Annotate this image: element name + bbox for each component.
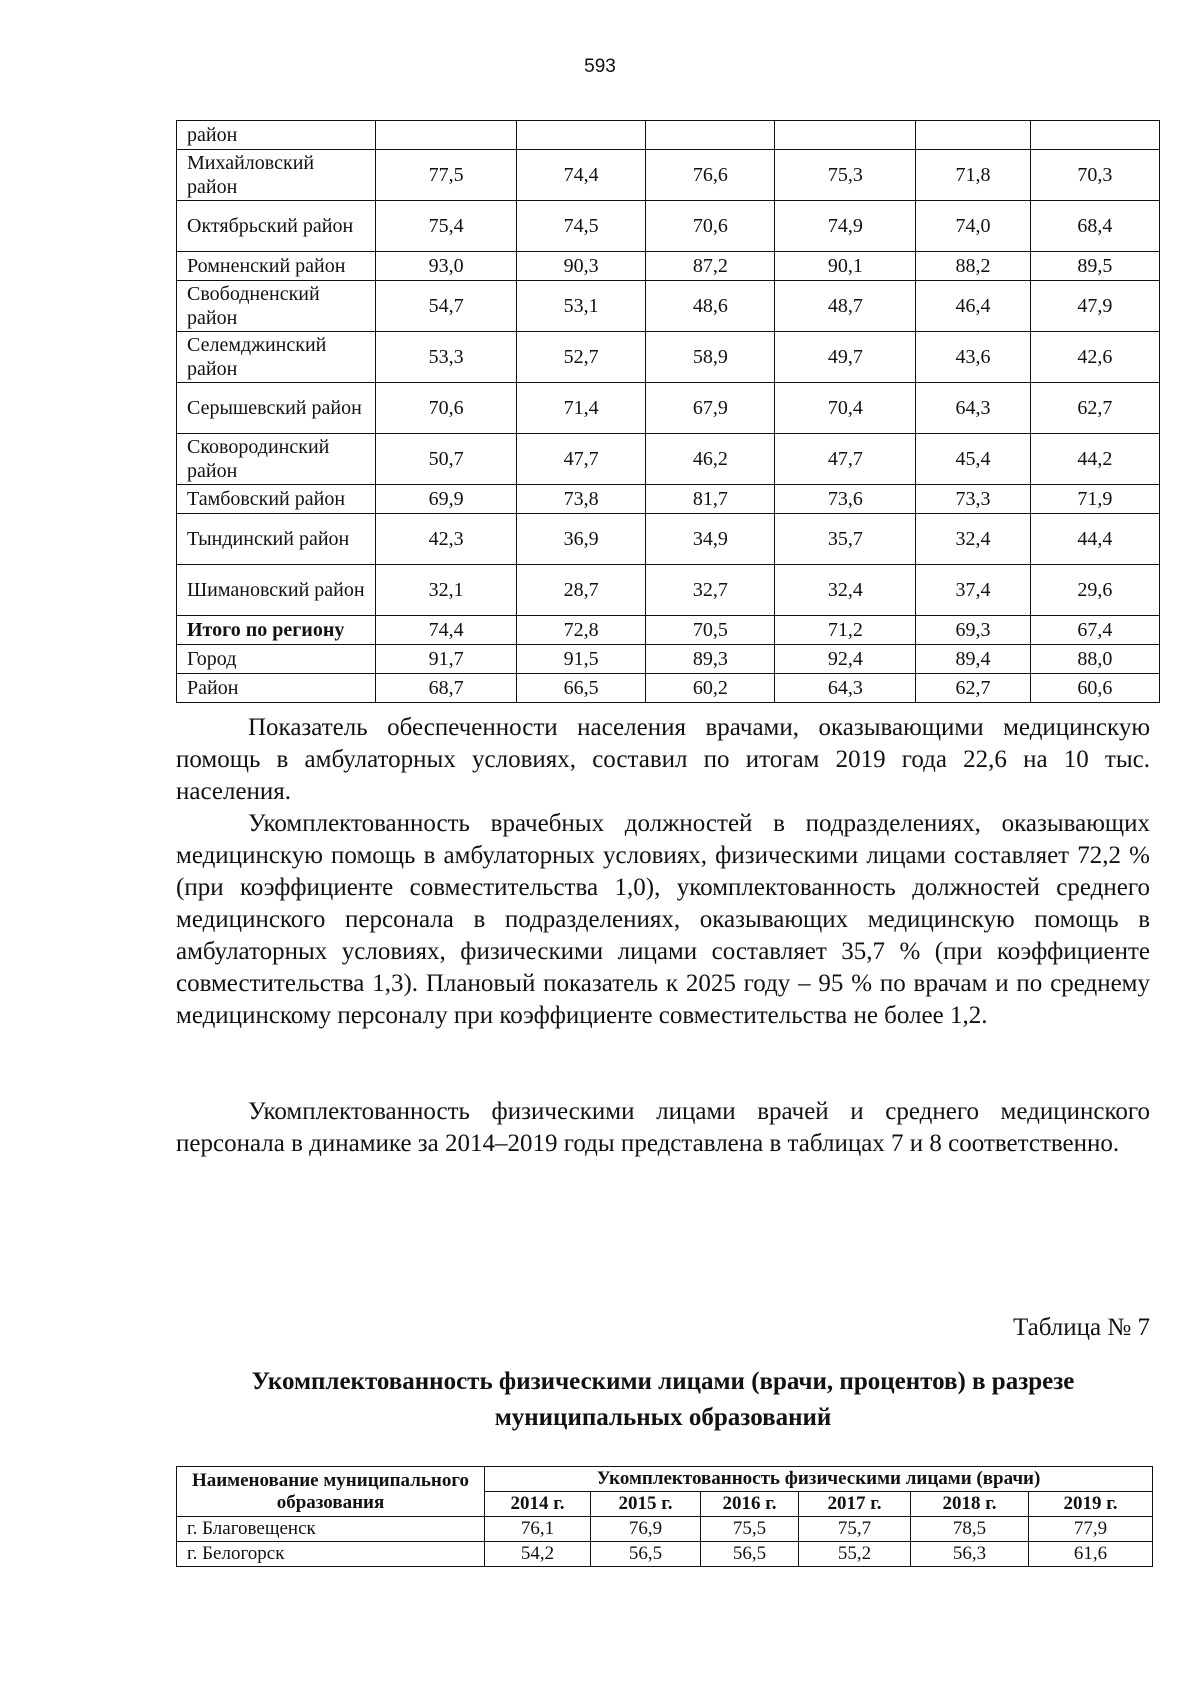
value-cell: 71,9 (1030, 485, 1159, 514)
value-cell: 43,6 (916, 332, 1030, 383)
row-name-cell: Тамбовский район (177, 485, 376, 514)
value-cell: 77,5 (376, 150, 517, 201)
table-row (177, 434, 1160, 485)
table-row (177, 565, 1160, 616)
value-cell: 92,4 (775, 645, 916, 674)
table-row (177, 201, 1160, 252)
value-cell: 56,5 (701, 1542, 799, 1567)
value-cell: 44,2 (1030, 434, 1159, 485)
row-name-cell: Селемджинский район (177, 332, 376, 383)
value-cell: 62,7 (1030, 383, 1159, 434)
value-cell: 74,4 (517, 150, 646, 201)
value-cell: 73,6 (775, 485, 916, 514)
value-cell: 89,4 (916, 645, 1030, 674)
value-cell: 35,7 (775, 514, 916, 565)
value-cell (775, 121, 916, 150)
value-cell: 88,2 (916, 252, 1030, 281)
value-cell: 78,5 (911, 1517, 1029, 1542)
value-cell: 36,9 (517, 514, 646, 565)
value-cell: 54,7 (376, 281, 517, 332)
page-number: 593 (584, 56, 616, 77)
value-cell: 45,4 (916, 434, 1030, 485)
table-row (177, 150, 1160, 201)
table-7-header-name: Наименование муниципального образования (177, 1467, 485, 1517)
table-row (177, 252, 1160, 281)
year-header: 2014 г. (485, 1492, 591, 1517)
value-cell: 75,7 (799, 1517, 911, 1542)
value-cell: 56,5 (591, 1542, 701, 1567)
value-cell: 75,5 (701, 1517, 799, 1542)
table-row (177, 674, 1160, 703)
year-header: 2015 г. (591, 1492, 701, 1517)
value-cell: 64,3 (775, 674, 916, 703)
value-cell: 77,9 (1029, 1517, 1153, 1542)
row-name-cell: Шимановский район (177, 565, 376, 616)
year-header: 2019 г. (1029, 1492, 1153, 1517)
value-cell: 32,7 (646, 565, 775, 616)
value-cell: 71,2 (775, 616, 916, 645)
value-cell: 68,7 (376, 674, 517, 703)
value-cell: 47,9 (1030, 281, 1159, 332)
value-cell: 76,9 (591, 1517, 701, 1542)
value-cell: 75,4 (376, 201, 517, 252)
value-cell: 70,6 (646, 201, 775, 252)
row-name-cell: г. Белогорск (177, 1542, 485, 1567)
table-row (177, 1542, 1153, 1567)
value-cell: 70,6 (376, 383, 517, 434)
value-cell: 76,6 (646, 150, 775, 201)
table-row (177, 332, 1160, 383)
value-cell: 93,0 (376, 252, 517, 281)
value-cell: 60,2 (646, 674, 775, 703)
value-cell: 89,3 (646, 645, 775, 674)
value-cell: 69,3 (916, 616, 1030, 645)
table-row (177, 514, 1160, 565)
value-cell: 46,2 (646, 434, 775, 485)
value-cell: 71,8 (916, 150, 1030, 201)
value-cell (1030, 121, 1159, 150)
paragraph-dynamics: Укомплектованность физическими лицами врачей и среднего медицинского персонала в динамике за 2014–2019 годы представлена в таблицах 7 и 8 соответственно. (176, 1098, 1150, 1157)
value-cell: 34,9 (646, 514, 775, 565)
value-cell: 74,9 (775, 201, 916, 252)
value-cell: 88,0 (1030, 645, 1159, 674)
value-cell: 53,1 (517, 281, 646, 332)
value-cell: 54,2 (485, 1542, 591, 1567)
value-cell (646, 121, 775, 150)
paragraph-doctors-provision: Показатель обеспеченности населения врачами, оказывающими медицинскую помощь в амбулаторных условиях, составил по итогам 2019 года 22,6 на 10 тыс. населения. (176, 714, 1150, 805)
value-cell: 58,9 (646, 332, 775, 383)
value-cell: 68,4 (1030, 201, 1159, 252)
value-cell: 48,7 (775, 281, 916, 332)
table-row (177, 485, 1160, 514)
row-name-cell: Тындинский район (177, 514, 376, 565)
value-cell: 74,4 (376, 616, 517, 645)
value-cell (916, 121, 1030, 150)
table-row (177, 121, 1160, 150)
value-cell: 28,7 (517, 565, 646, 616)
row-name-cell: Серышевский район (177, 383, 376, 434)
value-cell: 56,3 (911, 1542, 1029, 1567)
value-cell: 53,3 (376, 332, 517, 383)
value-cell: 76,1 (485, 1517, 591, 1542)
value-cell: 74,5 (517, 201, 646, 252)
value-cell: 42,6 (1030, 332, 1159, 383)
row-name-cell: Город (177, 645, 376, 674)
value-cell: 91,7 (376, 645, 517, 674)
value-cell: 55,2 (799, 1542, 911, 1567)
year-header: 2016 г. (701, 1492, 799, 1517)
value-cell: 32,1 (376, 565, 517, 616)
year-header: 2017 г. (799, 1492, 911, 1517)
row-name-cell: район (177, 121, 376, 150)
value-cell: 44,4 (1030, 514, 1159, 565)
value-cell: 73,3 (916, 485, 1030, 514)
value-cell: 70,3 (1030, 150, 1159, 201)
value-cell: 75,3 (775, 150, 916, 201)
value-cell: 74,0 (916, 201, 1030, 252)
table-row (177, 616, 1160, 645)
table-7-title: Укомплектованность физическими лицами (врачи, процентов) в разрезе муниципальных образований (251, 1368, 1075, 1431)
row-name-cell: Итого по региону (177, 616, 376, 645)
value-cell: 91,5 (517, 645, 646, 674)
row-name-cell: Сковородинский район (177, 434, 376, 485)
table-row (177, 281, 1160, 332)
table-7-header-group: Укомплектованность физическими лицами (врачи) (485, 1467, 1153, 1492)
table-row (177, 1517, 1153, 1542)
table-row (177, 645, 1160, 674)
value-cell (517, 121, 646, 150)
value-cell: 64,3 (916, 383, 1030, 434)
value-cell: 89,5 (1030, 252, 1159, 281)
value-cell: 47,7 (775, 434, 916, 485)
district-values-table (176, 120, 1160, 703)
value-cell: 71,4 (517, 383, 646, 434)
value-cell: 67,9 (646, 383, 775, 434)
value-cell: 32,4 (916, 514, 1030, 565)
value-cell: 37,4 (916, 565, 1030, 616)
table-7 (176, 1466, 1153, 1567)
value-cell: 62,7 (916, 674, 1030, 703)
value-cell: 69,9 (376, 485, 517, 514)
row-name-cell: Михайловский район (177, 150, 376, 201)
value-cell: 81,7 (646, 485, 775, 514)
value-cell: 32,4 (775, 565, 916, 616)
table-7-label: Таблица № 7 (1012, 1314, 1150, 1341)
value-cell: 61,6 (1029, 1542, 1153, 1567)
row-name-cell: г. Благовещенск (177, 1517, 485, 1542)
value-cell: 42,3 (376, 514, 517, 565)
value-cell: 67,4 (1030, 616, 1159, 645)
value-cell: 48,6 (646, 281, 775, 332)
value-cell: 60,6 (1030, 674, 1159, 703)
value-cell: 90,1 (775, 252, 916, 281)
value-cell: 70,4 (775, 383, 916, 434)
row-name-cell: Свободненский район (177, 281, 376, 332)
value-cell: 66,5 (517, 674, 646, 703)
row-name-cell: Район (177, 674, 376, 703)
row-name-cell: Октябрьский район (177, 201, 376, 252)
value-cell: 87,2 (646, 252, 775, 281)
table-row (177, 383, 1160, 434)
value-cell: 52,7 (517, 332, 646, 383)
row-name-cell: Ромненский район (177, 252, 376, 281)
year-header: 2018 г. (911, 1492, 1029, 1517)
value-cell: 46,4 (916, 281, 1030, 332)
value-cell: 47,7 (517, 434, 646, 485)
value-cell: 70,5 (646, 616, 775, 645)
value-cell (376, 121, 517, 150)
value-cell: 49,7 (775, 332, 916, 383)
paragraph-staffing: Укомплектованность врачебных должностей в подразделениях, оказывающих медицинскую помощь в амбулаторных условиях, физическими лицами составляет 72,2 % (при коэффициенте совместительства 1,0), укомплектованность должностей среднего медицинского персонала в подразделениях, оказывающих медицинскую помощь в амбулаторных условиях, физическими лицами составляет 35,7 % (при коэффициенте совместительства 1,3). Плановый показатель к 2025 году – 95 % по врачам и по среднему медицинскому персоналу при коэффициенте совместительства не более 1,2. (176, 810, 1150, 1029)
value-cell: 72,8 (517, 616, 646, 645)
value-cell: 50,7 (376, 434, 517, 485)
value-cell: 73,8 (517, 485, 646, 514)
value-cell: 29,6 (1030, 565, 1159, 616)
value-cell: 90,3 (517, 252, 646, 281)
